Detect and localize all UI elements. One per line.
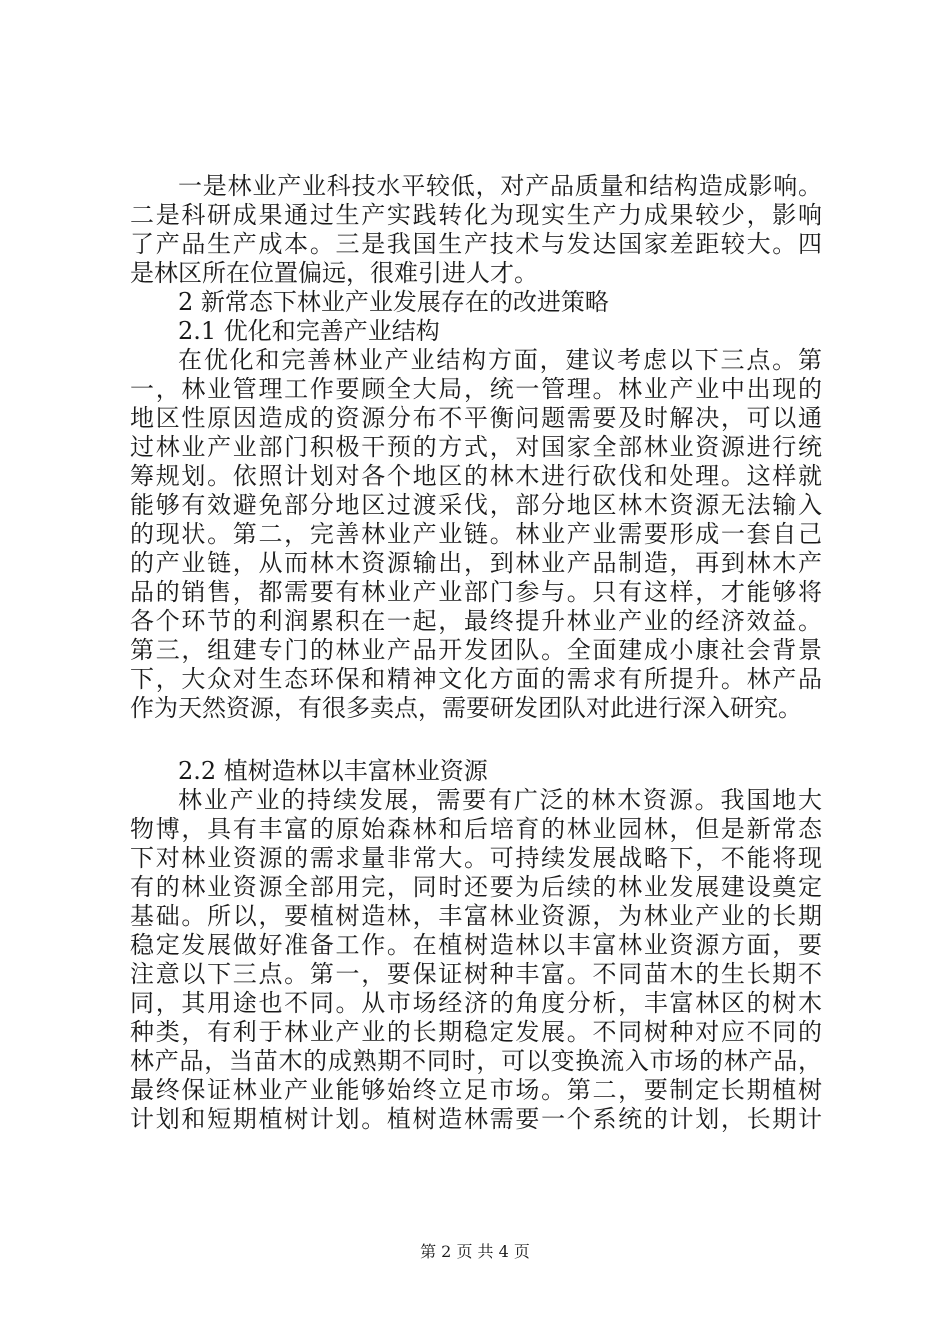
paragraph-line: 计划和短期植树计划。植树造林需要一个系统的计划，长期计 <box>130 1105 822 1133</box>
paragraph-line: 各个环节的利润累积在一起，最终提升林业产业的经济效益。 <box>130 607 822 635</box>
paragraph-line: 第三，组建专门的林业产品开发团队。全面建成小康社会背景 <box>130 636 822 664</box>
paragraph-line: 种类，有利于林业产业的长期稳定发展。不同树种对应不同的 <box>130 1018 822 1046</box>
paragraph-line: 作为天然资源，有很多卖点，需要研发团队对此进行深入研究。 <box>130 694 802 722</box>
paragraph-line: 物博，具有丰富的原始森林和后培育的林业园林，但是新常态 <box>130 815 822 843</box>
subsection-heading-2-1: 2.1 优化和完善产业结构 <box>178 317 440 345</box>
paragraph-line: 的产业链，从而林木资源输出，到林业产品制造，再到林木产 <box>130 549 822 577</box>
paragraph-line: 地区性原因造成的资源分布不平衡问题需要及时解决，可以通 <box>130 404 822 432</box>
paragraph-line: 最终保证林业产业能够始终立足市场。第二，要制定长期植树 <box>130 1076 822 1104</box>
paragraph-gap <box>130 723 822 757</box>
paragraph-line: 下，大众对生态环保和精神文化方面的需求有所提升。林产品 <box>130 665 822 693</box>
paragraph-line: 筹规划。依照计划对各个地区的林木进行砍伐和处理。这样就 <box>130 462 822 490</box>
paragraph-line: 在优化和完善林业产业结构方面，建议考虑以下三点。第 <box>178 346 822 374</box>
paragraph-line: 同，其用途也不同。从市场经济的角度分析，丰富林区的树木 <box>130 989 822 1017</box>
paragraph-line: 注意以下三点。第一，要保证树种丰富。不同苗木的生长期不 <box>130 960 822 988</box>
paragraph-line: 是林区所在位置偏远，很难引进人才。 <box>130 259 538 287</box>
paragraph-line: 过林业产业部门积极干预的方式，对国家全部林业资源进行统 <box>130 433 822 461</box>
paragraph-line: 了产品生产成本。三是我国生产技术与发达国家差距较大。四 <box>130 230 822 258</box>
paragraph-line: 品的销售，都需要有林业产业部门参与。只有这样，才能够将 <box>130 578 822 606</box>
paragraph-line: 的现状。第二，完善林业产业链。林业产业需要形成一套自己 <box>130 520 822 548</box>
paragraph-line: 一是林业产业科技水平较低，对产品质量和结构造成影响。 <box>178 172 822 200</box>
paragraph-line: 一，林业管理工作要顾全大局，统一管理。林业产业中出现的 <box>130 375 822 403</box>
paragraph-line: 稳定发展做好准备工作。在植树造林以丰富林业资源方面，要 <box>130 931 822 959</box>
paragraph-line: 林产品，当苗木的成熟期不同时，可以变换流入市场的林产品， <box>130 1047 822 1075</box>
paragraph-line: 基础。所以，要植树造林，丰富林业资源，为林业产业的长期 <box>130 902 822 930</box>
paragraph-line: 下对林业资源的需求量非常大。可持续发展战略下，不能将现 <box>130 844 822 872</box>
paragraph-1 <box>130 172 822 288</box>
paragraph-3 <box>130 786 822 1134</box>
paragraph-line: 有的林业资源全部用完，同时还要为后续的林业发展建设奠定 <box>130 873 822 901</box>
document-body <box>130 172 822 1134</box>
section-heading-2: 2 新常态下林业产业发展存在的改进策略 <box>178 288 609 316</box>
page-number-footer: 第 2 页 共 4 页 <box>420 1242 530 1261</box>
paragraph-2 <box>130 346 822 723</box>
paragraph-line: 能够有效避免部分地区过渡采伐，部分地区林木资源无法输入 <box>130 491 822 519</box>
subsection-heading-2-2: 2.2 植树造林以丰富林业资源 <box>178 757 488 785</box>
paragraph-line: 二是科研成果通过生产实践转化为现实生产力成果较少，影响 <box>130 201 822 229</box>
paragraph-line: 林业产业的持续发展，需要有广泛的林木资源。我国地大 <box>178 786 822 814</box>
